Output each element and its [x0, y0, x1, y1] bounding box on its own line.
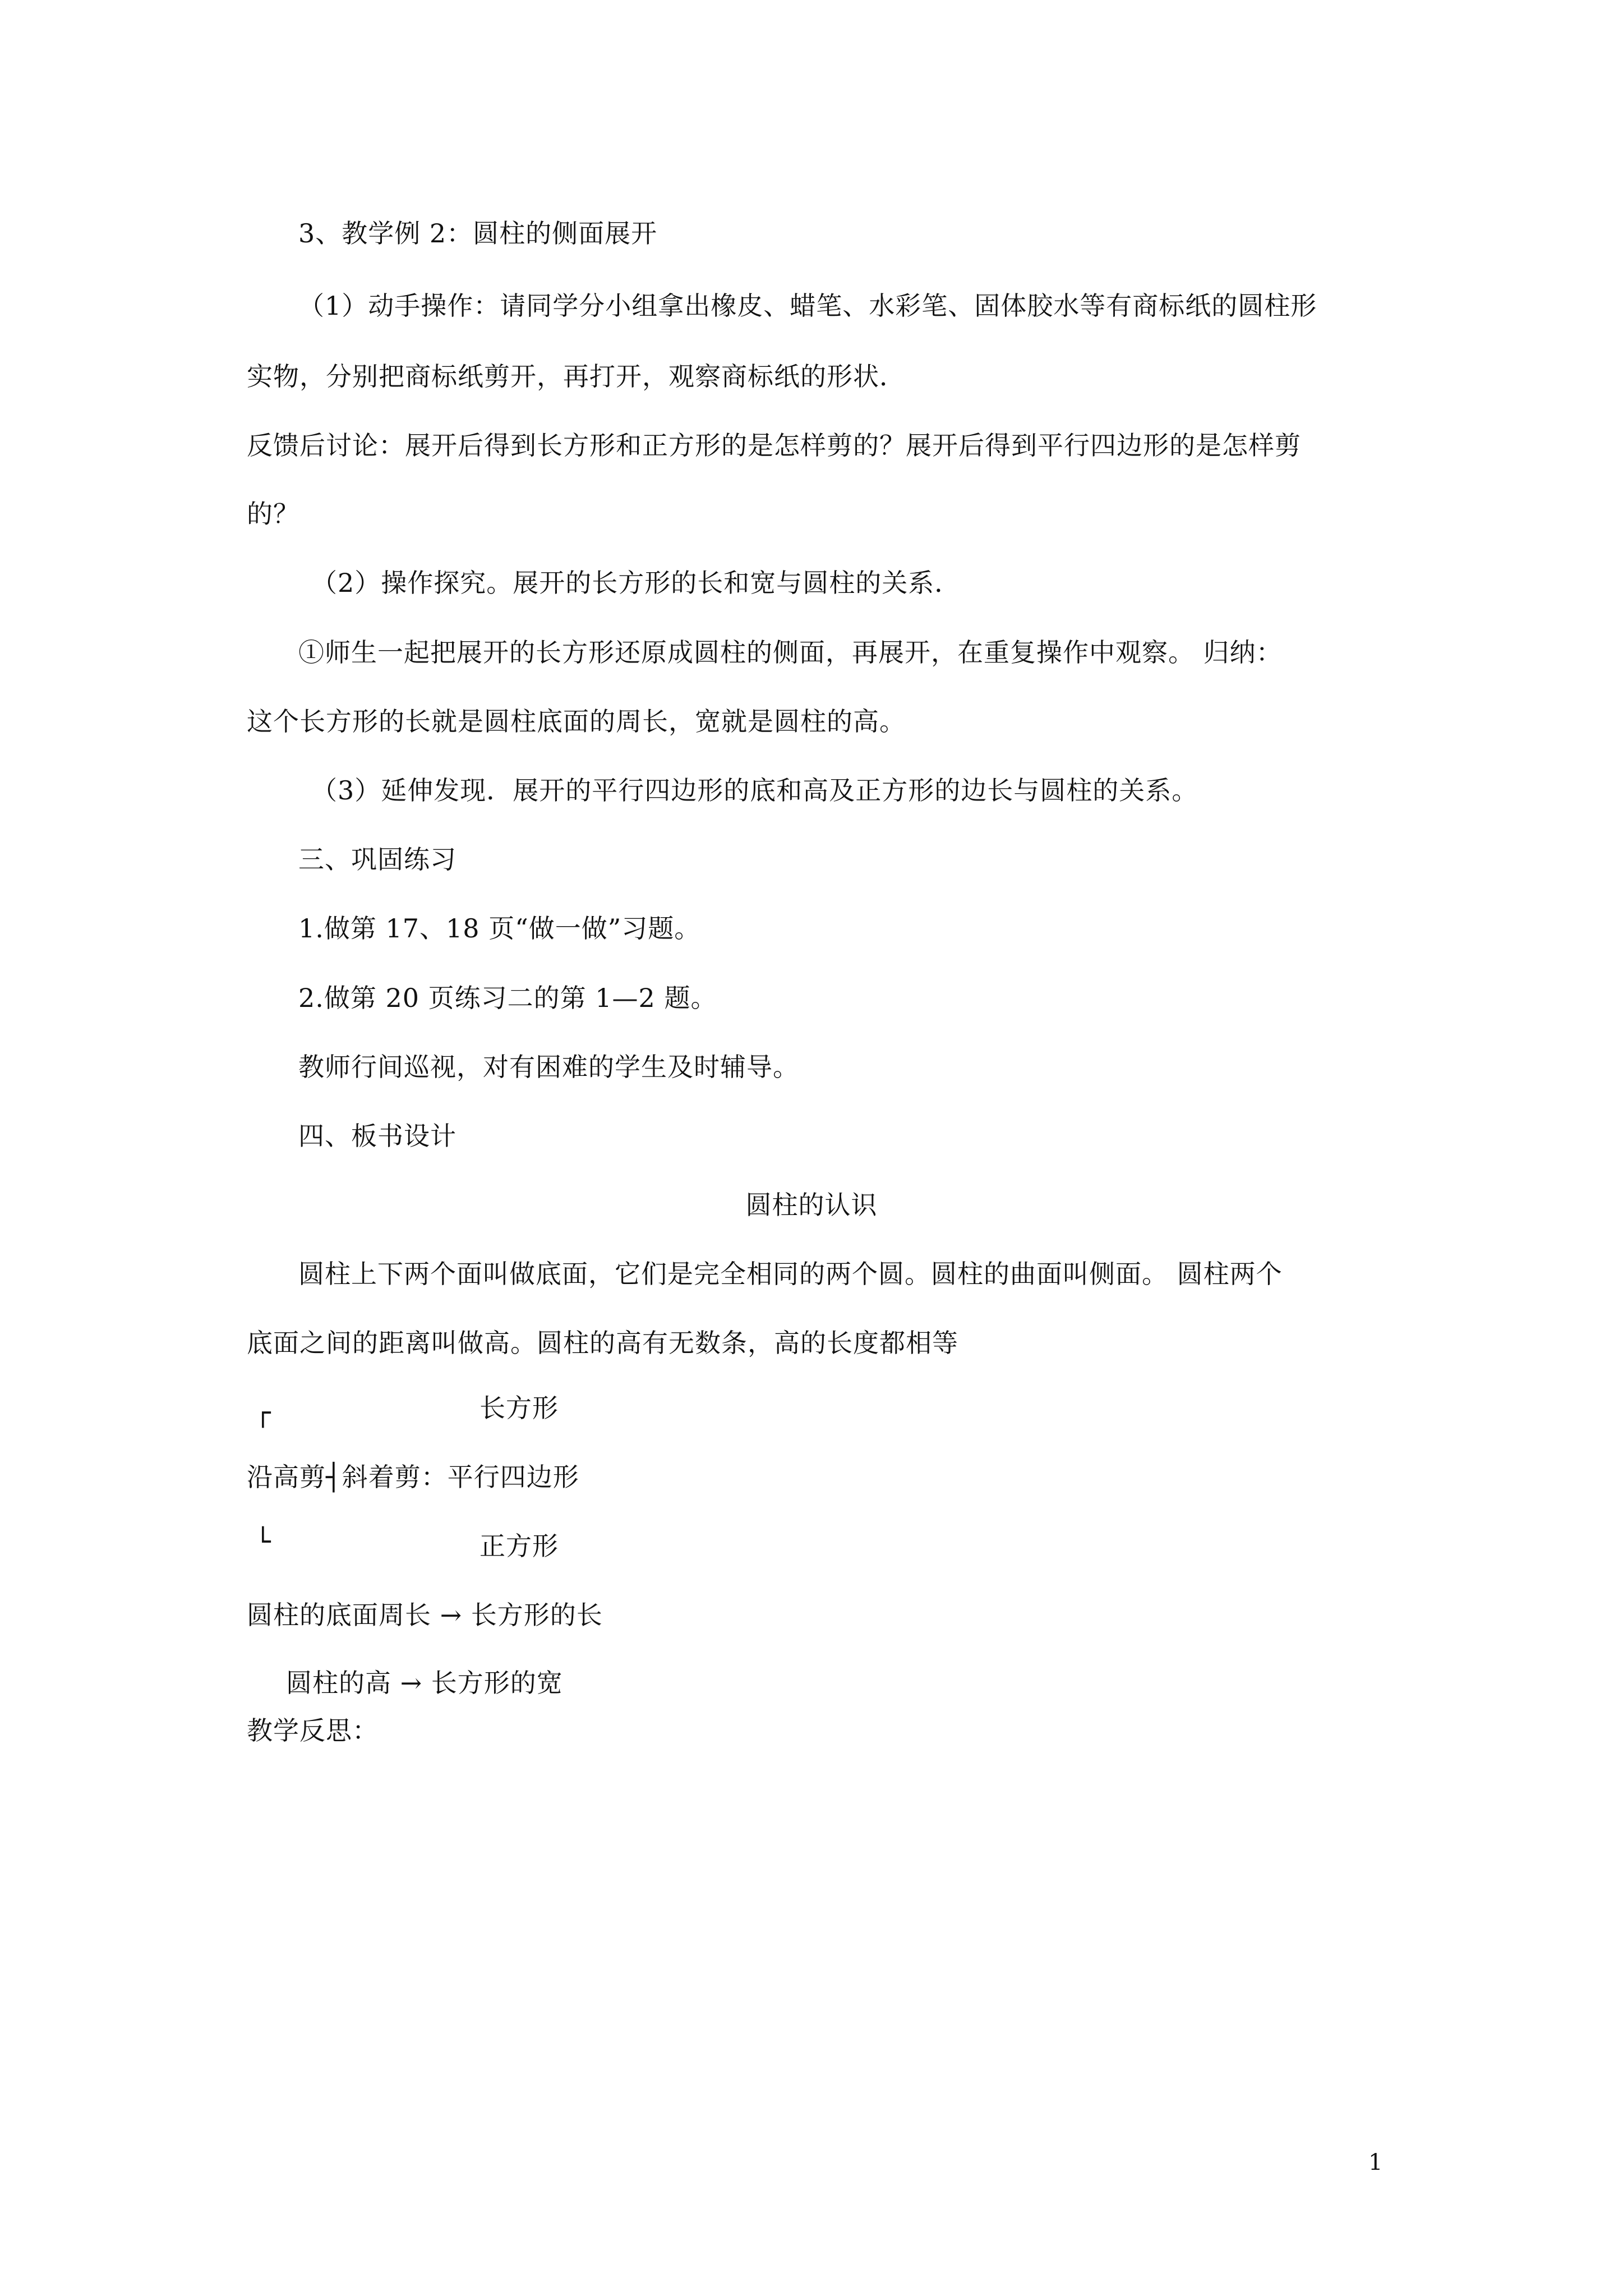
board-text-line2: 底面之间的距离叫做高。圆柱的高有无数条，高的长度都相等 [247, 1328, 958, 1358]
shape-rectangle-label: 长方形 [479, 1393, 559, 1423]
paragraph-step1-line2: 实物，分别把商标纸剪开，再打开，观察商标纸的形状． [247, 361, 906, 392]
paragraph-step3: （3）延伸发现．展开的平行四边形的底和高及正方形的边长与圆柱的关系。 [311, 775, 1198, 806]
paragraph-step1-line1: （1）动手操作：请同学分小组拿出橡皮、蜡笔、水彩笔、固体胶水等有商标纸的圆柱形 [298, 291, 1317, 321]
section-heading-practice: 三、巩固练习 [298, 844, 457, 875]
relation-height-width: 圆柱的高 → 长方形的宽 [286, 1668, 563, 1698]
teaching-reflection-label: 教学反思： [247, 1715, 379, 1746]
bracket-top-icon: ┌ [255, 1397, 271, 1428]
paragraph-feedback-line1: 反馈后讨论：展开后得到长方形和正方形的是怎样剪的？展开后得到平行四边形的是怎样剪 [247, 430, 1301, 461]
shape-square-label: 正方形 [479, 1531, 559, 1561]
paragraph-step2: （2）操作探究。展开的长方形的长和宽与圆柱的关系． [311, 568, 961, 598]
paragraph-observe-line1: ①师生一起把展开的长方形还原成圆柱的侧面，再展开，在重复操作中观察。 归纳： [298, 637, 1283, 668]
board-text-line1: 圆柱上下两个面叫做底面，它们是完全相同的两个圆。圆柱的曲面叫侧面。 圆柱两个 [298, 1259, 1283, 1289]
exercise-item-1: 1.做第 17、18 页“做一做”习题。 [298, 913, 701, 944]
board-title: 圆柱的认识 [745, 1190, 878, 1220]
bracket-bottom-icon: └ [255, 1526, 271, 1557]
paragraph-observe-line2: 这个长方形的长就是圆柱底面的周长，宽就是圆柱的高。 [247, 706, 906, 737]
cut-method-label: 沿高剪┤斜着剪：平行四边形 [247, 1462, 579, 1492]
exercise-item-2: 2.做第 20 页练习二的第 1—2 题。 [298, 983, 717, 1013]
section-heading-board: 四、板书设计 [298, 1121, 457, 1151]
exercise-note: 教师行间巡视，对有困难的学生及时辅导。 [298, 1052, 799, 1082]
relation-perimeter-length: 圆柱的底面周长 → 长方形的长 [247, 1600, 603, 1630]
section-heading-example2: 3、教学例 2：圆柱的侧面展开 [298, 218, 658, 249]
paragraph-feedback-line2: 的？ [247, 499, 299, 529]
page-number: 1 [1368, 2150, 1383, 2175]
